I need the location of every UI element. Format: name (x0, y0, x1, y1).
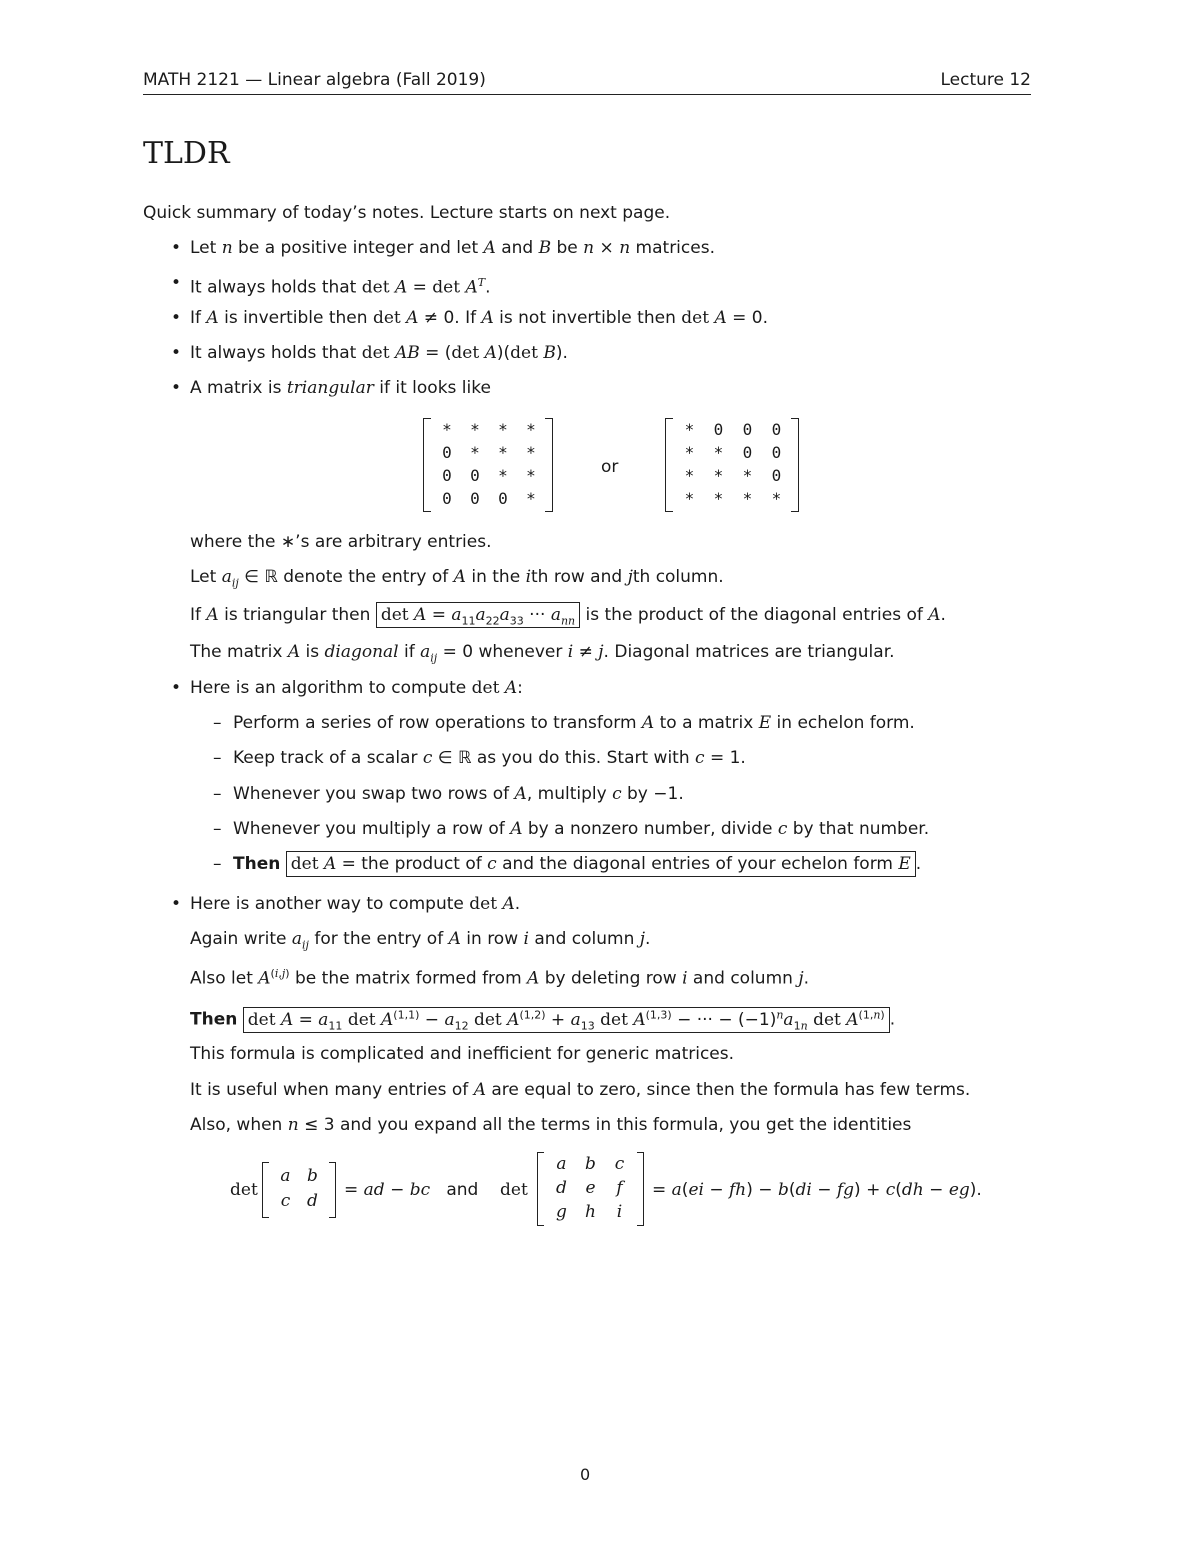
matrix-entry: * (742, 489, 753, 508)
matrix-entry: * (526, 466, 536, 485)
sub-item: – Whenever you swap two rows of A, multiply c by −1. (233, 783, 684, 805)
matrix-entry: e (585, 1178, 596, 1198)
course-title: MATH 2121 — Linear algebra (Fall 2019) (143, 70, 486, 90)
cofactor-expansion-formula: $\det A = a_{11}$ $\det A^{(1,1)} - a_{12}$ $\det A^{(1,2)} + a_{13}$ det A$^{(1,3)}$ − ··· − $(-1)^na_{1n}$ det A$^{(1,n)}$ (243, 1007, 890, 1033)
three-by-three-matrix (537, 1152, 644, 1226)
page-title: TLDR (143, 136, 230, 171)
matrix-entry: * (742, 466, 753, 485)
det-label: det (230, 1180, 258, 1200)
matrix-entry: * (498, 420, 508, 439)
page-number: 0 (580, 1465, 591, 1484)
matrix-entry: a (280, 1166, 291, 1186)
lower-triangular-matrix (665, 418, 799, 512)
list-item: • Let n be a positive integer and let A and B be n × n matrices. (190, 237, 715, 259)
matrix-entry: * (470, 420, 480, 439)
body-text: The matrix A is diagonal if $a_{ij} = 0$ whenever i ≠ j. Diagonal matrices are triangular. (190, 642, 895, 665)
matrix-entry: * (526, 443, 536, 462)
matrix-entry: * (684, 420, 695, 439)
body-text: Again write $a_{ij}$ for the entry of A in row i and column j. (190, 929, 651, 952)
det-label: det (500, 1180, 528, 1200)
matrix-entry: * (713, 489, 724, 508)
matrix-entry: g (556, 1202, 567, 1222)
intro-text: Quick summary of today’s notes. Lecture starts on next page. (143, 203, 671, 223)
list-item: • It always holds that $\det A = \det A^T$. (190, 272, 491, 299)
matrix-entry: 0 (442, 489, 452, 508)
matrix-entry: 0 (470, 466, 480, 485)
list-item: • If A is invertible then det A ≠ 0. If A is not invertible then det A = 0. (190, 307, 768, 329)
list-item: • It always holds that det AB = (det A)(det B). (190, 342, 568, 364)
matrix-entry: 0 (742, 420, 753, 439)
sub-item: – Perform a series of row operations to transform A to a matrix E in echelon form. (233, 712, 915, 734)
matrix-entry: 0 (771, 443, 782, 462)
matrix-entry: 0 (713, 420, 724, 439)
matrix-entry: * (498, 466, 508, 485)
two-by-two-matrix (262, 1162, 336, 1218)
body-text: Then $\det A = a_{11}$ $\det A^{(1,1)} - a_{12}$ $\det A^{(1,2)} + a_{13}$ det A$^{(1,3)}$ − ··· − $(-1)^na_{1n}$ det A$^{(1,n)}$ . (190, 1008, 896, 1033)
matrix-entry: c (614, 1154, 625, 1174)
matrix-entry: 0 (470, 489, 480, 508)
body-text: This formula is complicated and inefficient for generic matrices. (190, 1044, 735, 1064)
list-item: • A matrix is triangular if it looks like (190, 377, 491, 399)
matrix-entry: 0 (771, 466, 782, 485)
triangular-det-formula: $\det A = a_{11}a_{22}a_{33}$ ··· $a_{nn}$ (376, 602, 580, 628)
matrix-entry: h (585, 1202, 596, 1222)
sub-item: – Whenever you multiply a row of A by a nonzero number, divide c by that number. (233, 818, 929, 840)
matrix-entry: a (556, 1154, 567, 1174)
matrix-entry: * (713, 466, 724, 485)
matrix-entry: 0 (742, 443, 753, 462)
list-item: • Here is an algorithm to compute det A: (190, 677, 523, 699)
list-item: • Here is another way to compute det A. (190, 893, 520, 915)
running-header (143, 70, 1031, 95)
body-text: Also, when n ≤ 3 and you expand all the terms in this formula, you get the identities (190, 1115, 912, 1135)
matrix-entry: d (307, 1191, 318, 1211)
matrix-entry: * (470, 443, 480, 462)
matrix-entry: 0 (442, 466, 452, 485)
matrix-entry: 0 (442, 443, 452, 462)
matrix-entry: * (526, 489, 536, 508)
matrix-entry: * (713, 443, 724, 462)
body-text: If A is triangular then $\det A = a_{11}a_{22}a_{33}$ ··· $a_{nn}$ is the product of the diagonal entries of A. (190, 604, 946, 632)
matrix-entry: i (616, 1202, 623, 1222)
matrix-entry: c (280, 1191, 291, 1211)
sub-item: – Keep track of a scalar c ∈ ℝ as you do this. Start with c = 1. (233, 747, 746, 769)
matrix-entry: * (526, 420, 536, 439)
matrix-entry: f (616, 1178, 623, 1198)
upper-triangular-matrix (423, 418, 553, 512)
echelon-det-formula: det A = the product of c and the diagonal entries of your echelon form E (286, 851, 916, 877)
matrix-entry: * (442, 420, 452, 439)
body-text: Also let A$^{(i,j)}$ be the matrix formed from A by deleting row i and column j. (190, 967, 809, 989)
matrix-entry: 0 (771, 420, 782, 439)
two-by-two-result: = ad − bc and (344, 1180, 479, 1200)
matrix-entry: b (585, 1154, 596, 1174)
matrix-entry: b (307, 1166, 318, 1186)
body-text: Let $a_{ij}$ ∈ ℝ denote the entry of A in the ith row and jth column. (190, 567, 724, 590)
matrix-entry: 0 (498, 489, 508, 508)
three-by-three-result: = a(ei − fh) − b(di − fg) + c(dh − eg). (652, 1180, 982, 1200)
body-text: where the ∗’s are arbitrary entries. (190, 532, 492, 552)
lecture-number: Lecture 12 (940, 70, 1031, 90)
matrix-entry: * (498, 443, 508, 462)
body-text: It is useful when many entries of A are equal to zero, since then the formula has few terms. (190, 1080, 971, 1100)
matrix-entry: * (771, 489, 782, 508)
matrix-entry: d (556, 1178, 567, 1198)
matrix-entry: * (684, 466, 695, 485)
or-label: or (601, 457, 619, 477)
sub-item: – Then det A = the product of c and the diagonal entries of your echelon form E . (233, 853, 921, 875)
matrix-entry: * (684, 489, 695, 508)
matrix-entry: * (684, 443, 695, 462)
